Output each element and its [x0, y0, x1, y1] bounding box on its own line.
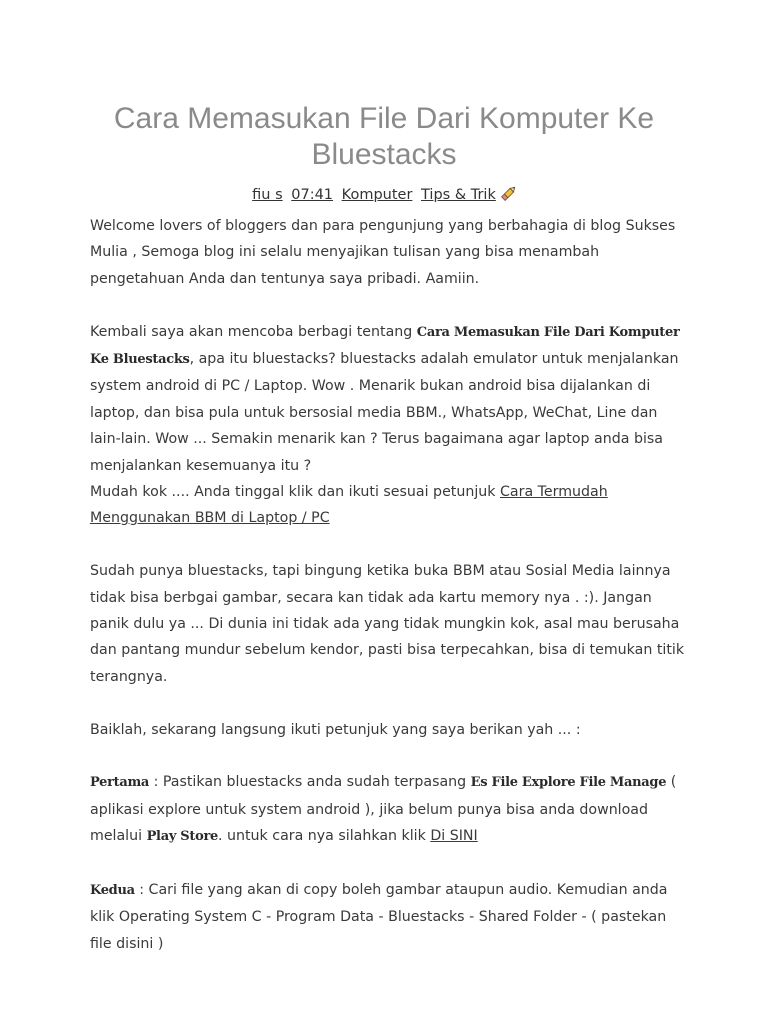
label-link-tips[interactable]: Tips & Trik: [421, 187, 496, 203]
paragraph-easy: Mudah kok .... Anda tinggal klik dan ikuti sesuai petunjuk Cara Termudah Menggunakan BBM di Laptop / PC: [90, 484, 608, 527]
link-di-sini[interactable]: Di SINI: [430, 828, 478, 845]
bold-article-topic: Cara Memasukan File Dari Komputer Ke Bluestacks: [90, 324, 680, 368]
link-cara-termudah[interactable]: Cara Termudah Menggunakan BBM di Laptop / PC: [90, 484, 608, 527]
post-body: [90, 213, 690, 957]
bold-play-store: Play Store: [146, 829, 218, 845]
paragraph-instructions-intro: Baiklah, sekarang langsung ikuti petunjuk yang saya berikan yah ... :: [90, 721, 581, 738]
paragraph-intro: Kembali saya akan mencoba berbagi tentang Cara Memasukan File Dari Komputer Ke Bluestacks, apa itu bluestacks? bluestacks adalah emulator untuk menjalankan system android di PC / Laptop. Wow . Menarik bukan android bisa dijalankan di laptop, dan bisa pula untuk bersosial media BBM., WhatsApp, WeChat, Line dan lain-lain. Wow ... Semakin menarik kan ? Terus bagaimana agar laptop anda bisa menjalankan kesemuanya itu ?: [90, 323, 680, 474]
paragraph-step-one: Pertama : Pastikan bluestacks anda sudah terpasang Es File Explore File Manage ( aplikasi explore untuk system android ), jika belum punya bisa anda download melalui Play Store. untuk cara nya silahkan klik Di SINI: [90, 774, 677, 845]
author-link[interactable]: fiu s: [252, 187, 283, 203]
paragraph-step-two: Kedua : Cari file yang akan di copy boleh gambar ataupun audio. Kemudian anda klik Operating System C - Program Data - Bluestacks - Shared Folder - ( pastekan file disini ): [90, 882, 668, 952]
step-label-kedua: Kedua: [90, 883, 135, 899]
paragraph-problem: Sudah punya bluestacks, tapi bingung ketika buka BBM atau Sosial Media lainnya tidak bisa berbgai gambar, secara kan tidak ada kartu memory nya . :). Jangan panik dulu ya ... Di dunia ini tidak ada yang tidak mungkin kok, asal mau berusaha dan pantang mundur sebelum kendor, pasti bisa terpecahkan, bisa di temukan titik terangnya.: [90, 563, 685, 685]
timestamp-link[interactable]: 07:41: [291, 187, 334, 203]
step-label-pertama: Pertama: [90, 775, 150, 791]
paragraph-welcome: Welcome lovers of bloggers dan para pengunjung yang berbahagia di blog Sukses Mulia , Semoga blog ini selalu menyajikan tulisan yang bisa menambah pengetahuan Anda dan tentunya saya pribadi. Aamiin.: [90, 218, 676, 287]
bold-es-file-explore: Es File Explore File Manage: [470, 775, 667, 791]
label-link-komputer[interactable]: Komputer: [341, 187, 413, 203]
post-title: Cara Memasukan File Dari Komputer Ke Bluestacks: [113, 102, 655, 171]
pencil-icon[interactable]: [500, 184, 518, 209]
post-meta: [0, 184, 768, 209]
